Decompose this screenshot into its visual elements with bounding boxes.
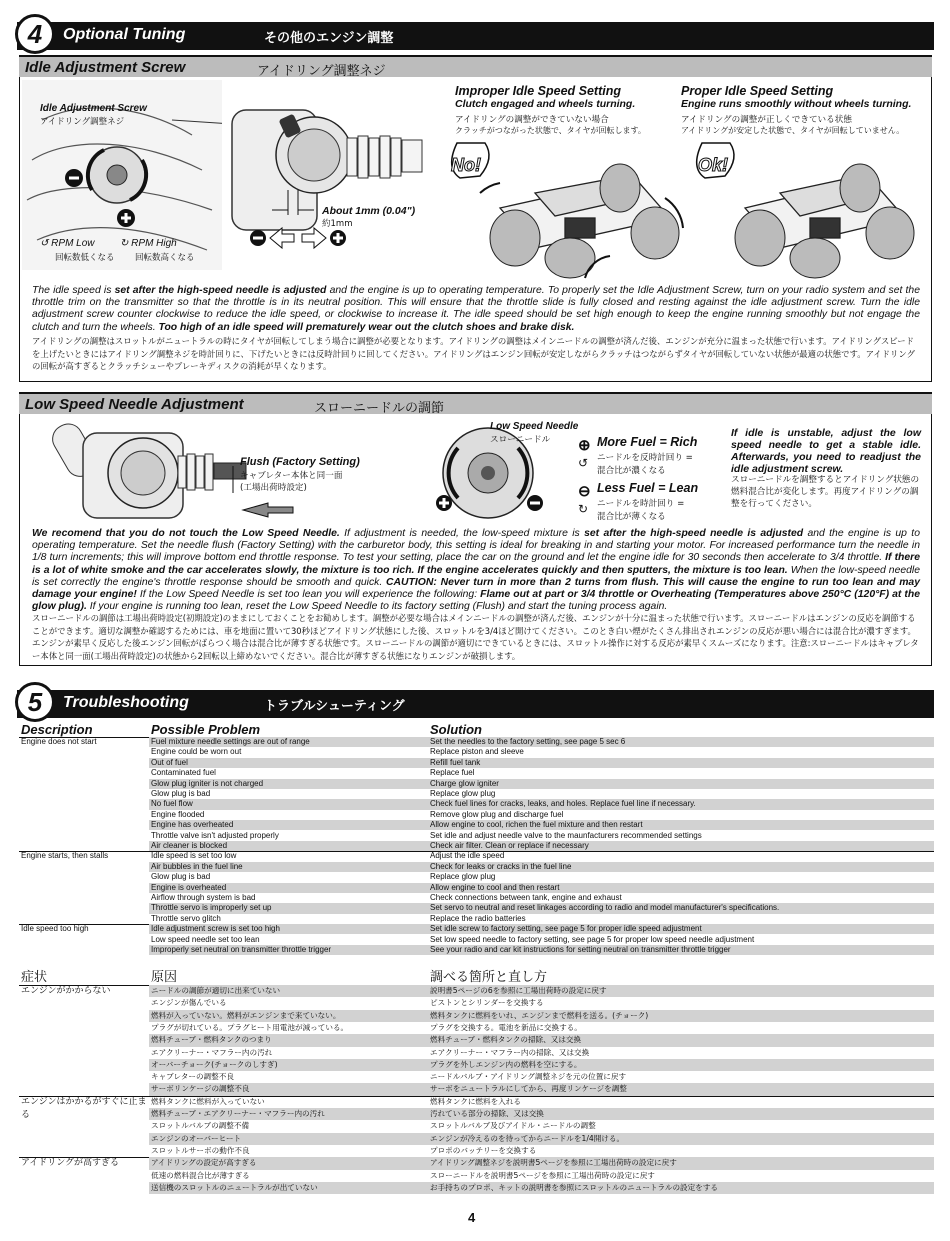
table-row — [19, 862, 934, 872]
table-row — [19, 1047, 934, 1059]
row-problem: Throttle servo is improperly set up — [149, 903, 429, 913]
table-row — [19, 1133, 934, 1145]
rotate-ccw-icon: ↺ — [40, 238, 49, 249]
row-problem: Airflow through system is bad — [151, 893, 256, 902]
section-title-jp: トラブルシューティング — [264, 699, 405, 714]
row-solution: See your radio and car kit instructions for setting neutral on transmitter throttle trigger — [427, 945, 934, 955]
row-problem: ニードルの調節が適切に出来ていない — [149, 985, 429, 997]
row-problem: Glow plug is bad — [151, 872, 211, 882]
table-row — [19, 737, 934, 747]
col-description: Description — [21, 722, 93, 737]
screw-label-jp: アイドリング調整ネジ — [40, 117, 125, 127]
row-problem: Throttle valve isn't adjusted properly — [151, 830, 279, 840]
table-row — [19, 851, 934, 861]
row-problem: エンジンが傷んでいる — [151, 998, 227, 1008]
row-solution: お手持ちのプロポ、キットの説明書を参照にスロットルのニュートラルの設定をする — [427, 1182, 934, 1194]
needle-label-jp: スローニードル — [490, 435, 551, 445]
about-1mm-jp: 約1mm — [322, 219, 353, 229]
screw-label: Idle Adjustment Screw — [40, 103, 147, 114]
table-row — [19, 758, 934, 768]
rpm-low-label — [40, 238, 95, 249]
row-solution: Set servo to neutral and reset linkages according to radio and model manufacturer's specifications. — [427, 903, 934, 913]
plus-icon: ⊕ — [578, 437, 591, 454]
row-problem: 燃料タンクに燃料が入っていない — [151, 1096, 265, 1106]
low-needle-instructions-jp: スローニードルの調節は工場出荷時設定(初期設定)のままにしておくことをお勧めします。調整が必要な場合はメインニードルの調整が済んだ後、エンジンが十分に温まった状態で行います。スローニードルはエンジンの反応を調節することができます。適切な調整か確認するためには、車を地面に置いて30秒ほどアイドリング状態にした後、スロットルを3/4ほど開けてください。このとき白い煙がたくさん排出されエンジンの反応が悪い場合には混合比が濃すぎます。エンジンが素早く反応した後エンジン回転がばらつく場合は混合比が薄すぎる状態です。スローニードルの調節が適切にできているときには、スロットル操作に対する反応が素早くスムーズになります。注意:スローニードルはキャブレター本体と同一面(工場出荷時設定)の状態から2回転以上締めないでください。混合比が薄すぎる状態になりエンジンが破損します。 — [32, 613, 919, 661]
less-fuel-label: Less Fuel = Lean — [597, 481, 699, 495]
row-solution: Refill fuel tank — [427, 758, 934, 768]
row-solution: プロポのバッテリーを交換する — [430, 1145, 537, 1155]
row-problem: キャブレターの調整不良 — [151, 1072, 234, 1082]
row-solution: スロットルバルブ及びアイドル・ニードルの調整 — [430, 1121, 596, 1131]
ok-badge: Ok! — [698, 155, 729, 175]
row-solution: 燃料タンクに燃料を入れる — [430, 1096, 521, 1106]
row-description: Idle speed too high — [21, 924, 89, 934]
table-row — [19, 883, 934, 893]
page-number: 4 — [468, 1210, 476, 1225]
table-row — [19, 935, 934, 945]
row-solution: Replace glow plug — [430, 872, 496, 882]
table-row — [19, 1120, 934, 1132]
improper-jp2: クラッチがつながった状態で、タイヤが回転します。 — [455, 126, 646, 135]
row-solution: Replace glow plug — [430, 789, 496, 798]
row-description: Engine does not start — [21, 737, 97, 746]
section-5-header — [17, 687, 934, 718]
row-problem: Throttle servo glitch — [151, 913, 221, 923]
row-problem: サーボリンケージの調整不良 — [149, 1083, 429, 1095]
rpm-high-text: RPM High — [131, 238, 177, 249]
table-row — [19, 872, 934, 882]
improper-jp1: アイドリングの調整ができていない場合 — [455, 115, 609, 125]
row-problem: Low speed needle set too lean — [151, 934, 260, 944]
idle-instructions-jp: アイドリングの調整はスロットルがニュートラルの時にタイヤが回転してしまう場合に調整が必要となります。アイドリングの調整はメインニードルの調整が済んだ後、エンジンが充分に温まった状態で行います。アイドリングスピードを上げたいときにはアイドリング調整ネジを時計回りに、下げたいときには反時計回りに回してください。アイドリングはエンジン回転が安定しながらクラッチはつながらずタイヤが回転していない状態が最適の状態です。アイドリングの回転が高すぎるとクラッチシューやブレーキディスクの消耗が早くなります。 — [32, 336, 915, 372]
table-row — [19, 1182, 934, 1194]
row-solution: プラグを交換する。電池を新品に交換する。 — [430, 1022, 582, 1032]
row-problem: Idle adjustment screw is set too high — [149, 924, 429, 934]
section-4-header — [17, 19, 934, 50]
low-needle-instructions: We recomend that you do not touch the Low Speed Needle. If adjustment is needed, the low-speed mixture is set after the high-speed needle is adjusted and the engine is up to operating temperature. Set the needle flush (Factory Setting) with the carburetor body, this setting is ideal for breaking in and starting your motor. For increased performance turn the needle in 1/8 turn increments; this will improve bottom end throttle response. To test your setting, place the car on the ground and let the engine idle for 30 seconds then accelerate to 3/4 throttle. If there is a lot of white smoke and the car accelerates slowly, the mixture is too rich. If the engine accelerates quickly and then sputters, the mixture is too lean. When the low-speed needle is set correctly the engine's throttle response should be smooth and quick. CAUTION: Never turn in more than 2 turns from flush. This will cause the engine to run too lean and may damage your engine! If the Low Speed Needle is set too lean you will experience the following: Flame out at part or 3/4 throttle or Overheating (Temperatures above 250°C (120°F) at the glow plug). If your engine is running too lean, reset the Low Speed Needle to its factory setting (Flush) and start the tuning process again. — [32, 528, 920, 613]
table-row — [19, 779, 934, 789]
proper-title: Proper Idle Speed Setting — [681, 84, 834, 98]
row-solution: Replace fuel — [430, 768, 475, 778]
row-solution: エアクリーナー・マフラー内の掃除、又は交換 — [430, 1047, 590, 1057]
row-solution: エンジンが冷えるのを待ってからニードルを1/4開ける。 — [427, 1133, 934, 1145]
rpm-high-jp: 回転数高くなる — [135, 253, 195, 263]
section-title: Troubleshooting — [63, 694, 189, 711]
table-row — [19, 1145, 934, 1157]
row-problem: Air cleaner is blocked — [149, 841, 429, 851]
row-solution: Allow engine to cool and then restart — [427, 883, 934, 893]
row-solution: Replace piston and sleeve — [430, 747, 524, 757]
idle-subheader — [19, 55, 932, 77]
row-problem: Engine is overheated — [149, 883, 429, 893]
section-number: 4 — [15, 14, 55, 54]
row-problem: エンジンのオーバーヒート — [149, 1133, 429, 1145]
row-solution: Check fuel lines for cracks, leaks, and holes. Replace fuel line if necessary. — [427, 799, 934, 809]
rotate-ccw-icon: ↺ — [578, 456, 589, 470]
row-solution: Remove glow plug and discharge fuel — [430, 809, 564, 819]
section-number: 5 — [15, 682, 55, 722]
table-row — [19, 924, 934, 934]
row-problem: 低速の燃料混合比が薄すぎる — [151, 1170, 250, 1180]
improper-truck-illustration — [445, 138, 690, 278]
col-fix-jp: 調べる箇所と直し方 — [430, 970, 548, 985]
row-problem: Contaminated fuel — [151, 768, 216, 778]
row-solution: Charge glow igniter — [427, 779, 934, 789]
row-solution: 燃料チューブ・燃料タンクの掃除、又は交換 — [427, 1034, 934, 1046]
table-row — [19, 903, 934, 913]
idle-instructions: The idle speed is set after the high-speed needle is adjusted and the engine is up to operating temperature. To properly set the Idle Adjustment Screw, turn on your radio system and set the throttle trim on the transmitter so that the throttle is in its neutral position. This will ensure that the throttle slide is fully closed and resting against the idle adjustment screw. Turn the idle adjustment screw counter clockwise to reduce the idle speed, or clockwise to increase it. The idle speed should be set high enough to keep the engine running smoothly but not engage the clutch and turn the wheels. Too high of an idle speed will prematurely wear out the clutch shoes and brake disk. — [32, 285, 920, 333]
row-description: Engine starts, then stalls — [21, 851, 109, 861]
col-possible-problem: Possible Problem — [151, 722, 261, 737]
less-fuel-jp1: ニードルを時計回り = — [597, 499, 685, 509]
table-row — [19, 1170, 934, 1182]
row-solution: プラグを外しエンジン内の燃料を空にする。 — [427, 1059, 934, 1071]
table-row — [19, 1071, 934, 1083]
table-row — [19, 747, 934, 757]
table-row — [19, 1108, 934, 1120]
less-fuel-jp2: 混合比が薄くなる — [597, 512, 666, 522]
row-solution: ニードルバルブ・アイドリング調整ネジを元の位置に戻す — [430, 1072, 627, 1082]
row-solution: Set idle screw to factory setting, see page 5 for proper idle speed adjustment — [427, 924, 934, 934]
table-row — [19, 799, 934, 809]
row-solution: Set low speed needle to factory setting, see page 5 for proper low speed needle adjustment — [430, 934, 755, 944]
col-symptom-jp: 症状 — [21, 970, 48, 985]
idle-unstable-note-jp: スローニードルを調整するとアイドリング状態の燃料混合比が変化します。再度アイドリングの調整を行ってください。 — [731, 475, 920, 510]
row-problem: Engine has overheated — [149, 820, 429, 830]
low-needle-subheader — [19, 392, 932, 414]
more-fuel-jp2: 混合比が濃くなる — [597, 466, 666, 476]
row-solution: Check for leaks or cracks in the fuel line — [427, 862, 934, 872]
row-problem: 燃料チューブ・エアクリーナー・マフラー内の汚れ — [149, 1108, 429, 1120]
row-problem: Air bubbles in the fuel line — [149, 862, 429, 872]
table-row — [19, 1034, 934, 1046]
row-solution: Set the needles to the factory setting, see page 5 sec 6 — [427, 737, 934, 747]
table-row — [19, 893, 934, 903]
table-row — [19, 1083, 934, 1095]
minus-icon: ⊖ — [578, 483, 591, 500]
row-problem: プラグが切れている。プラグヒート用電池が減っている。 — [151, 1022, 349, 1032]
row-problem: オーバーチョーク(チョークのしすぎ) — [149, 1059, 429, 1071]
row-solution: Set idle and adjust needle valve to the maunfacturers recommended settings — [430, 830, 702, 840]
row-problem: Engine could be worn out — [151, 747, 242, 757]
row-problem: エアクリーナー・マフラー内の汚れ — [151, 1047, 273, 1057]
table-row — [19, 831, 934, 841]
row-solution: スローニードルを説明書5ページを参照に工場出荷時の設定に戻す — [430, 1170, 655, 1180]
no-badge: No! — [451, 155, 481, 175]
section-title: Optional Tuning — [63, 26, 186, 43]
row-problem: Improperly set neutral on transmitter throttle trigger — [149, 945, 429, 955]
improper-subtitle: Clutch engaged and wheels turning. — [455, 98, 636, 110]
table-row — [19, 945, 934, 955]
row-description: アイドリングが高すぎる — [21, 1158, 120, 1169]
table-row — [19, 820, 934, 830]
rpm-low-jp: 回転数低くなる — [55, 253, 115, 263]
flush-jp1: キャブレター本体と同一面 — [240, 471, 343, 481]
row-problem: Engine flooded — [151, 809, 205, 819]
table-row — [19, 841, 934, 851]
row-problem: スロットルバルブの調整不備 — [151, 1121, 250, 1131]
improper-title: Improper Idle Speed Setting — [455, 84, 621, 98]
row-solution: 説明書5ページの6を参照に工場出荷時の設定に戻す — [427, 985, 934, 997]
col-solution: Solution — [430, 722, 482, 737]
table-row — [19, 914, 934, 924]
row-problem: 燃料チューブ・燃料タンクのつまり — [149, 1034, 429, 1046]
table-row — [19, 985, 934, 997]
row-problem: Glow plug is bad — [151, 789, 211, 798]
flush-jp2: (工場出荷時設定) — [240, 483, 307, 493]
proper-subtitle: Engine runs smoothly without wheels turning. — [681, 98, 912, 110]
idle-title: Idle Adjustment Screw — [25, 59, 186, 76]
table-row — [19, 1022, 934, 1034]
row-description: エンジンがかからない — [21, 986, 111, 996]
troubleshooting-table — [19, 722, 934, 958]
rpm-low-text: RPM Low — [51, 238, 95, 249]
row-problem: No fuel flow — [149, 799, 429, 809]
row-solution: Replace the radio batteries — [430, 913, 526, 923]
section-title-jp: その他のエンジン調整 — [264, 31, 394, 46]
rpm-high-label — [120, 238, 177, 249]
row-solution: Allow engine to cool, richen the fuel mixture and then restart — [427, 820, 934, 830]
row-solution: ピストンとシリンダーを交換する — [430, 998, 544, 1008]
col-cause-jp: 原因 — [151, 970, 178, 985]
row-problem: アイドリングの設定が高すぎる — [149, 1157, 429, 1169]
needle-label: Low Speed Needle — [490, 421, 579, 432]
row-problem: Out of fuel — [149, 758, 429, 768]
row-solution: 汚れている部分の掃除、又は交換 — [427, 1108, 934, 1120]
row-description: エンジンはかかるがすぐに止まる — [21, 1096, 147, 1120]
row-problem: 燃料が入っていない。燃料がエンジンまで来ていない。 — [149, 1010, 429, 1022]
rotate-cw-icon: ↻ — [578, 502, 589, 516]
row-solution: 燃料タンクに燃料をいれ、エンジンまで燃料を送る。(チョーク) — [427, 1010, 934, 1022]
idle-unstable-note: If idle is unstable, adjust the low speed needle to get a stable idle. Afterwards, you need to readjust the idle adjustment screw. — [731, 427, 921, 476]
row-solution: Adjust the idle speed — [430, 851, 505, 861]
rotate-cw-icon: ↻ — [120, 238, 129, 249]
idle-title-jp: アイドリング調整ネジ — [257, 64, 386, 79]
troubleshooting-table-jp — [19, 966, 934, 1198]
table-row — [19, 768, 934, 778]
about-1mm-label: About 1mm (0.04") — [322, 205, 416, 217]
row-problem: スロットルサーボの動作不良 — [151, 1145, 250, 1155]
low-needle-title-jp: スローニードルの調節 — [314, 401, 445, 416]
more-fuel-jp1: ニードルを反時計回り = — [597, 453, 693, 463]
row-solution: アイドリング調整ネジを説明書5ページを参照に工場出荷時の設定に戻す — [427, 1157, 934, 1169]
row-solution: Check connections between tank, engine and exhaust — [430, 893, 622, 902]
more-fuel-label: More Fuel = Rich — [597, 435, 698, 449]
table-row — [19, 1157, 934, 1169]
proper-jp1: アイドリングの調整が正しくできている状態 — [681, 115, 852, 125]
low-needle-title: Low Speed Needle Adjustment — [25, 396, 244, 413]
table-row — [19, 1010, 934, 1022]
row-problem: Glow plug igniter is not charged — [149, 779, 429, 789]
proper-jp2: アイドリングが安定した状態で、タイヤが回転していません。 — [681, 126, 905, 135]
row-solution: サーボをニュートラルにしてから、再度リンケージを調整 — [427, 1083, 934, 1095]
table-row — [19, 810, 934, 820]
row-problem: Idle speed is set too low — [151, 851, 237, 861]
table-row — [19, 1059, 934, 1071]
table-row — [19, 789, 934, 799]
row-problem: Fuel mixture needle settings are out of range — [149, 737, 429, 747]
flush-label: Flush (Factory Setting) — [240, 456, 360, 468]
row-problem: 送信機のスロットルのニュートラルが出ていない — [149, 1182, 429, 1194]
row-solution: Check air filter. Clean or replace if necessary — [427, 841, 934, 851]
table-row — [19, 997, 934, 1009]
